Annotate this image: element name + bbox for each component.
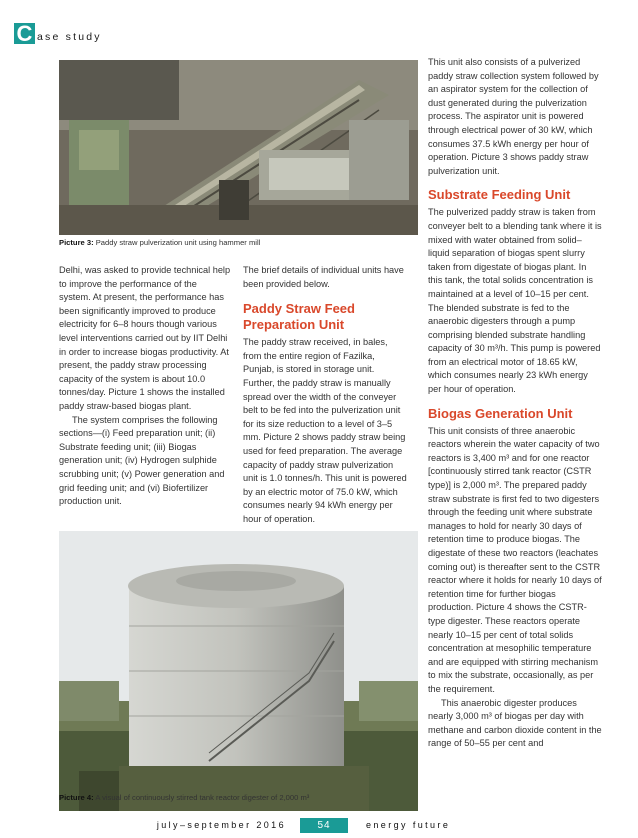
picture-3-caption xyxy=(59,238,260,247)
text-column-3 xyxy=(428,56,603,751)
col2-paragraph-1: The paddy straw received, in bales, from the entire region of Fazilka, Punjab, is stored in storage unit. Further, the paddy straw is manually spread over the width of the conveyer belt to be fed into the pulverization unit for its size reduction to a level of 3–5 mm. Picture 2 shows paddy straw being used for feed preparation. The average capacity of paddy straw pulverization unit is 1.0 tonnes/h. This unit is powered by an electric motor of 75.0 kW, which consumes nearly 94 kWh energy per hour of operation. xyxy=(243,337,407,524)
page-footer xyxy=(0,818,638,834)
col1-paragraph-2: The system comprises the following sections—(i) Feed preparation unit; (ii) Substrate feeding unit; (iii) Biogas generation unit; (iv) Hydrogen sulphide scrubbing unit; (v) Power generation and grid feeding unit; and (vi) Biofertilizer production unit. xyxy=(59,414,225,507)
heading-biogas-generation: Biogas Generation Unit xyxy=(428,405,573,421)
section-header-initial: C xyxy=(14,23,35,44)
picture-3-photo xyxy=(59,60,418,235)
footer-issue-date: july–september 2016 xyxy=(156,820,286,830)
col3-paragraph-1: This unit also consists of a pulverized paddy straw collection system followed by an aspirator system for the collection of dust generated during the pulverization process. The aspirator unit is powered through electrical power of 30 kW, which consumes 37.5 kWh energy per hour of operation. Picture 3 shows paddy straw pulverization unit. xyxy=(428,57,599,176)
col1-paragraph-1: Delhi, was asked to provide technical help to improve the performance of the system. At present, the performance has been significantly improved to produce electricity for 6–8 hours though various level interventions carried out by IIT Delhi in order to increase biogas productivity. At present, the paddy straw processing capacity of the system is about 10.0 tonnes/day. Picture 1 shows the installed paddy straw-based biogas plant. xyxy=(59,265,231,411)
footer-magazine-name: energy future xyxy=(366,820,451,830)
col2-intro: The brief details of individual units have been provided below. xyxy=(243,265,404,289)
section-header-text: ase study xyxy=(37,31,102,43)
heading-substrate-feeding: Substrate Feeding Unit xyxy=(428,187,571,203)
text-column-1 xyxy=(59,264,231,509)
picture-4-caption-label: Picture 4: xyxy=(59,793,94,802)
col3-paragraph-2: The pulverized paddy straw is taken from conveyer belt to a blending tank where it is mixed with water obtained from solid–liquid separation of biogas spent slurry taken from digestate of biogas plant. In this tank, the total solids concentration is maintained at a level of 10–15 per cent. The blended substrate is fed to the anaerobic digesters through a pump comprising blended substrate handling capacity of 30 m³/h. This pump is powered from an electrical motor of 18.65 kW, which consumes nearly 23 kWh energy per hour of operation. xyxy=(428,207,602,395)
cstr-digester-photo-image xyxy=(59,531,418,811)
col3-paragraph-3: This unit consists of three anaerobic reactors wherein the water capacity of two reactors is 3,400 m³ and for one reactor [continuously stirred tank reactor (CSTR type)] is 2,000 m³. The prepared paddy straw substrate is first fed to two digesters through the feeding unit where substrate manages to hold for nearly 30 days of retention time to produce biogas. The digestate of these two reactors (leachates coming out) is thereafter sent to the CSTR reactor where it holds for nearly 10 days of retention time for further biogas production. Picture 4 shows the CSTR-type digester. These reactors operate nearly 10–15 per cent of total solids concentration at mesophilic temperature and are equipped with stirring mechanism to mix the substrate, occasionally, as per the requirement. xyxy=(428,425,602,694)
picture-4-caption xyxy=(59,793,309,802)
footer-page-number: 54 xyxy=(300,818,348,833)
picture-4-caption-text: A visual of continuously stirred tank reactor digester of 2,000 m³ xyxy=(95,793,310,802)
picture-3-caption-label: Picture 3: xyxy=(59,238,94,247)
col3-paragraph-4: This anaerobic digester produces nearly 3,000 m³ of biogas per day with methane and carbon dioxide content in the range of 50–55 per cent and xyxy=(428,697,602,749)
picture-3-caption-text: Paddy straw pulverization unit using hammer mill xyxy=(95,238,261,247)
picture-4-photo xyxy=(59,531,418,811)
heading-paddy-straw-feed: Paddy Straw Feed Preparation Unit xyxy=(243,301,355,333)
hammer-mill-photo-image xyxy=(59,60,418,235)
text-column-2 xyxy=(243,264,408,527)
section-header xyxy=(14,22,102,44)
